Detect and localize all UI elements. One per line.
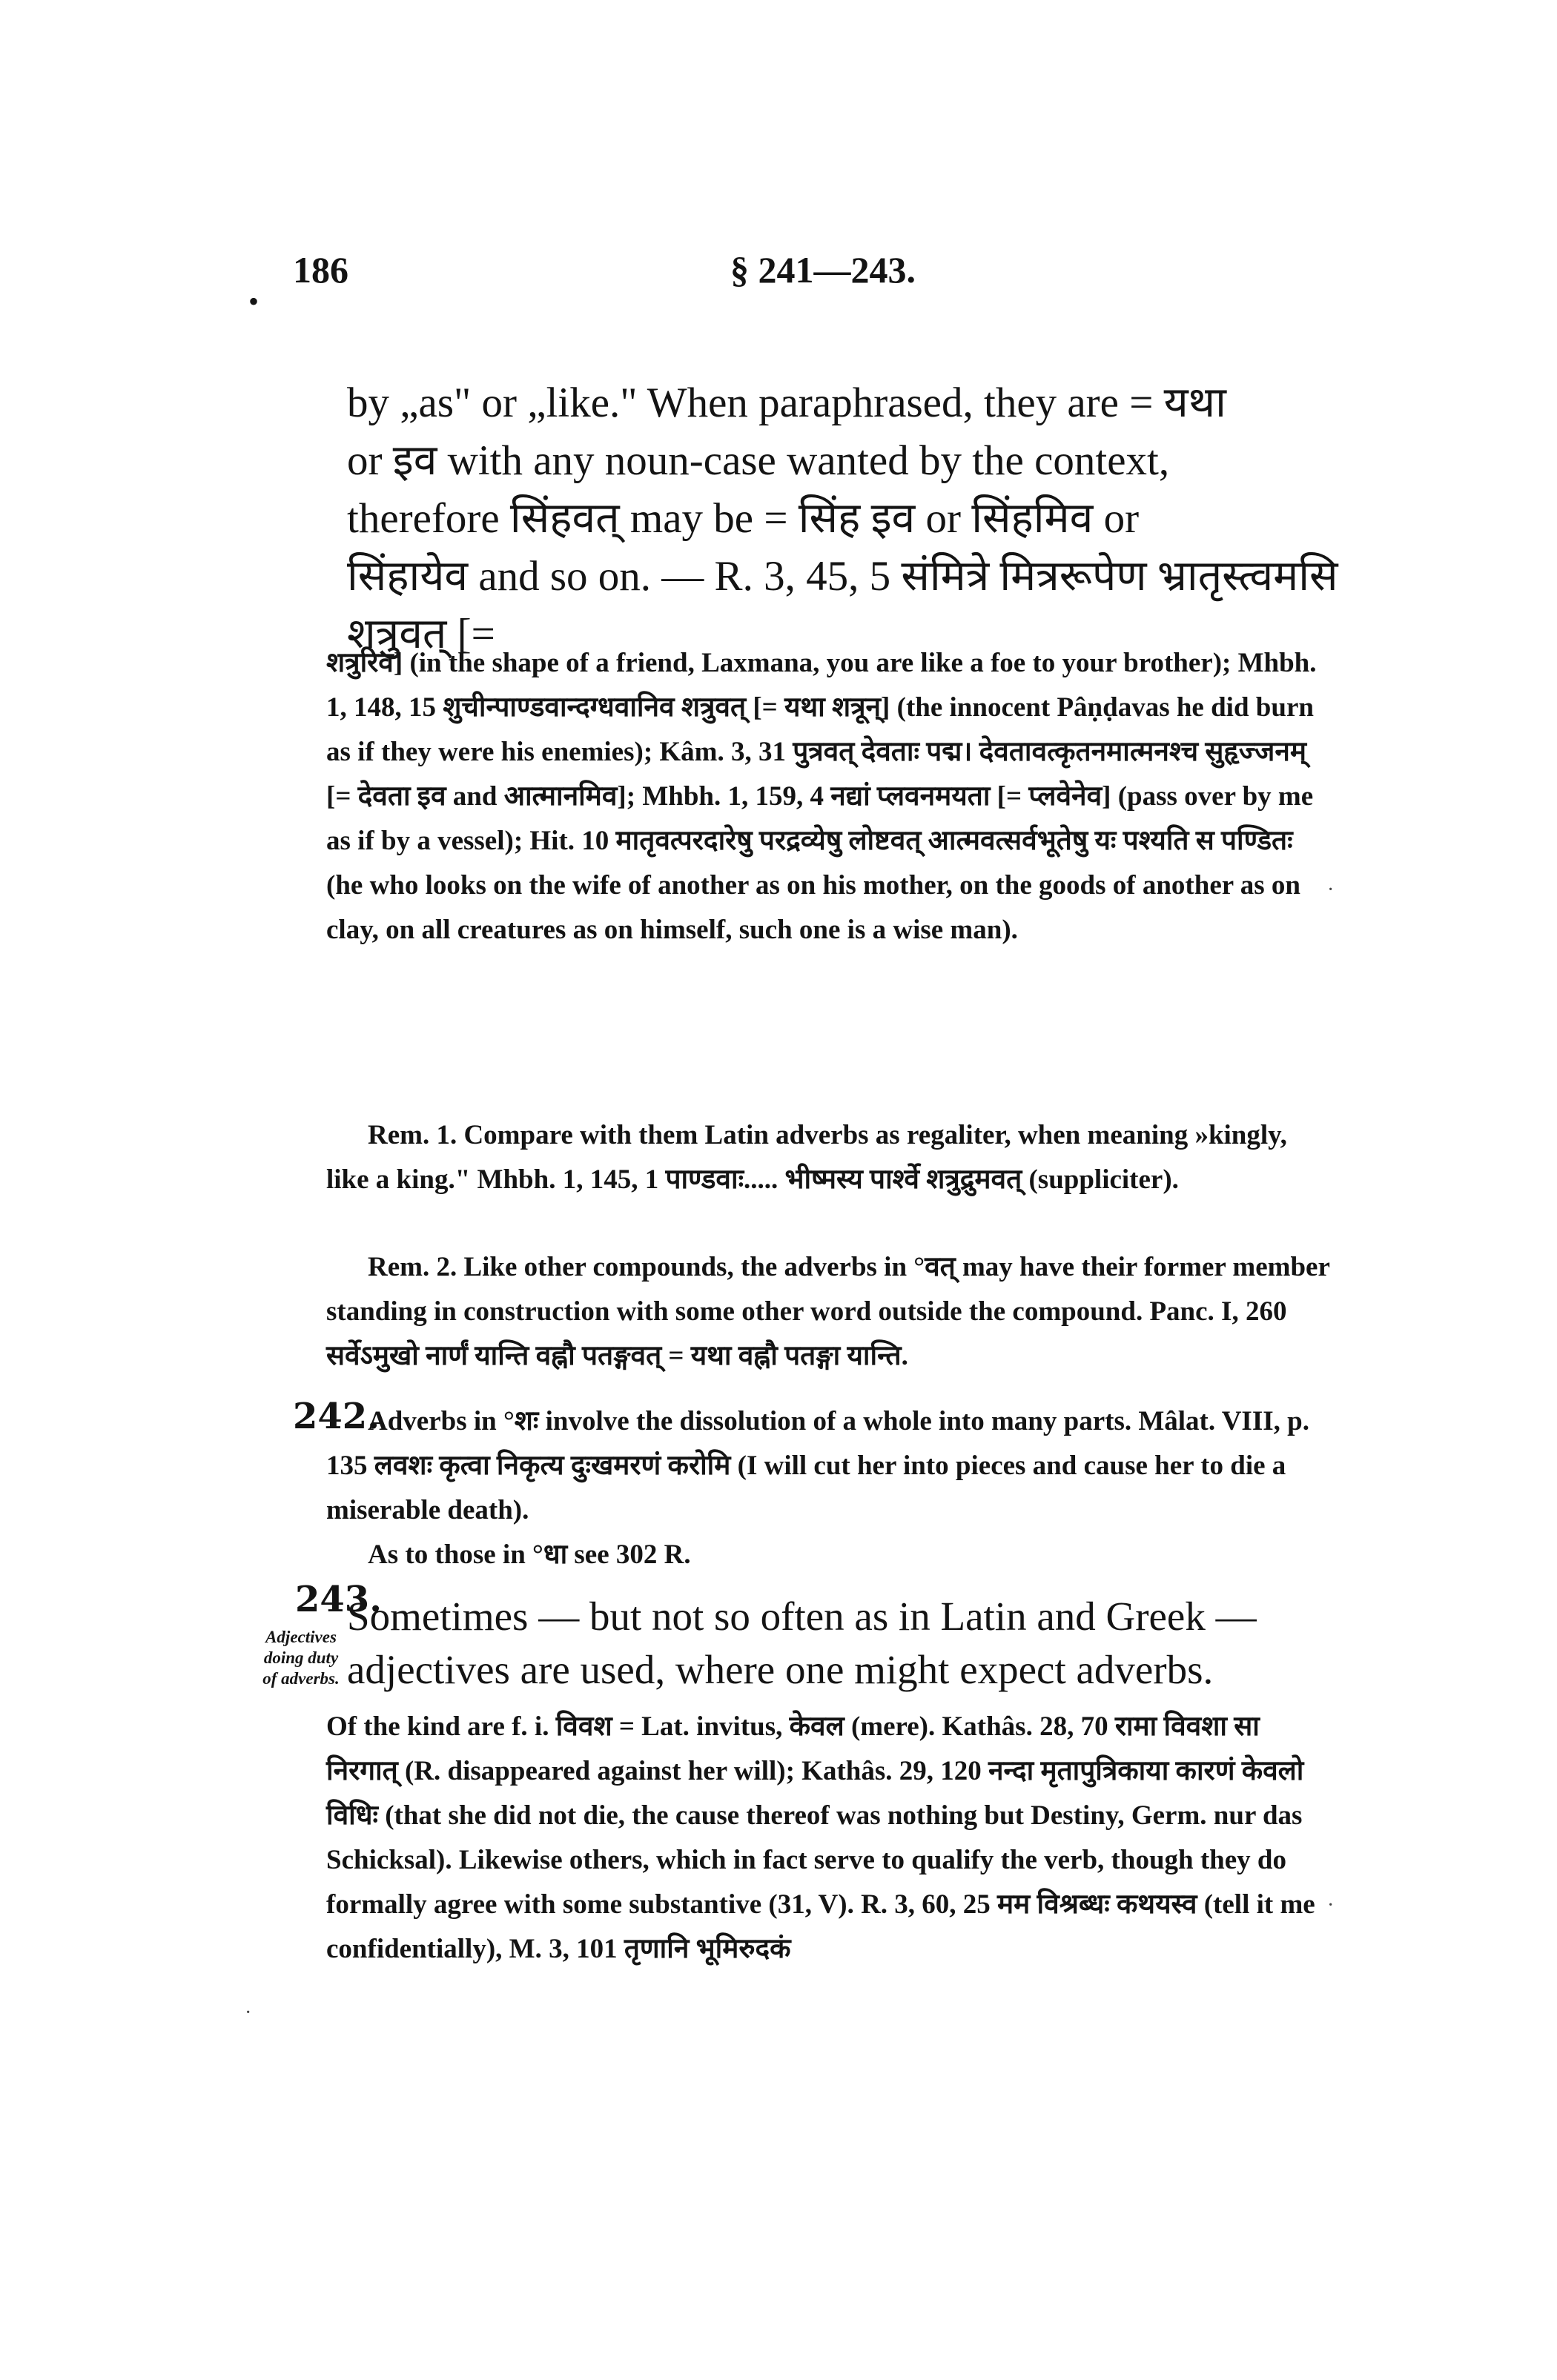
intro-paragraph: शत्रुरिव] (in the shape of a friend, Laxmana, you are like a foe to your brother); Mhbh. 1, 148, 15 शुचीन्पाण्डवान्दग्धवानिव शत्रुवत् [= यथा शत्रून्] (the innocent Pâṇḍavas he did burn as if they were his enemies); Kâm. 3, 31 पुत्रवत् देवताः पद्म। देवतावत्कृतनमात्मनश्च सुहृज्जनम् [= देवता इव and आत्मानमिव]; Mhbh. 1, 159, 4 नद्यां प्लवनमयता [= प्लवेनेव] (pass over by me as if by a vessel); Hit. 10 मातृवत्परदारेषु परद्रव्येषु लोष्टवत् आत्मवत्सर्वभूतेषु यः पश्यति स पण्डितः (he who looks on the wife of another as on his mother, on the goods of another as on clay, on all creatures as on himself, such one is a wise man). xyxy=(326,648,1317,945)
stray-dot: · xyxy=(245,2001,252,2024)
section-243-line: Sometimes — but not so often as in Latin and Greek — xyxy=(347,1594,1257,1639)
section-243-line: adjectives are used, where one might expect adverbs. xyxy=(347,1647,1214,1692)
page-number: 186 xyxy=(293,249,348,291)
margin-note-243: Adjectives doing duty of adverbs. xyxy=(262,1628,340,1688)
stray-dot: · xyxy=(1327,1894,1335,1917)
running-header xyxy=(248,248,1346,318)
section-243-lead xyxy=(347,1590,1341,1697)
intro-line: therefore सिंहवत् may be = सिंह इव or सिंहमिव or xyxy=(347,495,1140,542)
stray-dot: • xyxy=(248,285,260,318)
intro-line: by „as" or „like." When paraphrased, they are = यथा xyxy=(347,379,1226,426)
section-number-243: 243. xyxy=(295,1579,382,1620)
intro-body xyxy=(326,641,1335,952)
section-242-text: Adverbs in °शः involve the dissolution of a whole into many parts. Mâlat. VIII, p. 135 लवशः कृत्वा निकृत्य दुःखमरणं करोमि (I will cut her into pieces and cause her to die a miserable death). xyxy=(326,1406,1309,1525)
intro-line: सिंहायेव and so on. — R. 3, 45, 5 संमित्रे मित्ररूपेण भ्रातृस्त्वमसि शत्रुवत् [= xyxy=(347,553,1338,657)
remark-1 xyxy=(326,1113,1335,1202)
intro-line: or इव with any noun-case wanted by the context, xyxy=(347,437,1170,484)
section-243-text: Of the kind are f. i. विवश = Lat. invitus, केवल (mere). Kathâs. 28, 70 रामा विवशा सा निरगात् (R. disappeared against her will); Kathâs. 29, 120 नन्दा मृतापुत्रिकाया कारणं केवलो विधिः (that she did not die, the cause thereof was nothing but Destiny, Germ. nur das Schicksal). Likewise others, which in fact serve to qualify the verb, though they do formally agree with some substantive (31, V). R. 3, 60, 25 मम विश्रब्धः कथयस्व (tell it me confidentially), M. 3, 101 तृणानि भूमिरुदकं xyxy=(326,1711,1315,1964)
intro-large-block xyxy=(347,374,1341,663)
section-range: § 241—243. xyxy=(730,249,916,291)
stray-dot: · xyxy=(1327,878,1335,901)
section-242-note: As to those in °धा see 302 R. xyxy=(368,1539,691,1570)
remark-1-text: Rem. 1. Compare with them Latin adverbs as regaliter, when meaning »kingly, like a king." Mhbh. 1, 145, 1 पाण्डवाः..... भीष्मस्य पार्श्वे शत्रुद्रुमवत् (suppliciter). xyxy=(326,1120,1287,1195)
section-243-body xyxy=(326,1705,1335,1972)
remark-2-text: Rem. 2. Like other compounds, the adverbs in °वत् may have their former member standing in construction with some other word outside the compound. Panc. I, 260 सर्वेऽमुखो नार्णं यान्ति वह्नौ पतङ्गवत् = यथा वह्नौ पतङ्गा यान्ति. xyxy=(326,1252,1330,1371)
section-242 xyxy=(326,1399,1335,1577)
remark-2 xyxy=(326,1245,1335,1379)
section-number-242: 242. xyxy=(293,1396,380,1437)
